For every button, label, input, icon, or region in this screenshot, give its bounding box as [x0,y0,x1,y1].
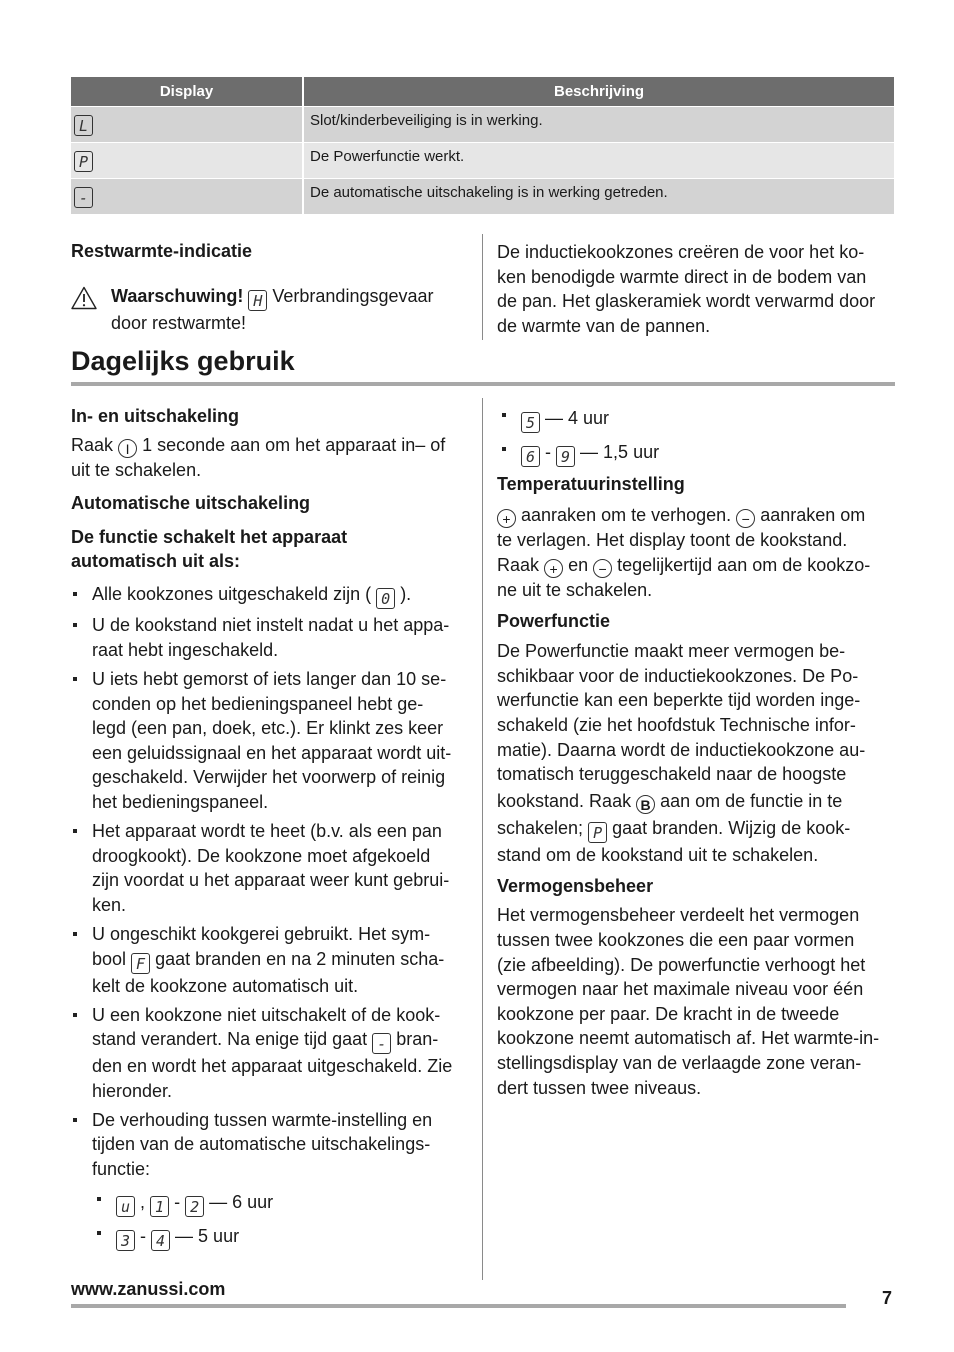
text-line: raat hebt ingeschakeld. [92,639,279,660]
text-line: te verlagen. Het display toont de kookstand. [497,530,848,550]
temp-text [497,503,897,602]
list-item [71,613,473,662]
text-line: ne uit te schakelen. [497,579,653,600]
text: aan om de functie in te [660,790,843,811]
list-item [71,667,473,815]
text-line: stand om de kookstand uit te schakelen. [497,844,819,865]
text-line: U iets hebt gemorst of iets langer dan 10 se- [92,668,447,689]
text-line: U een kookzone niet uitschakelt of de kook- [92,1004,441,1025]
text-line: werfunctie kan een beperkte tijd worden inge- [497,690,861,711]
section-rule [71,382,895,386]
text: kookstand. Raak [497,790,632,811]
verm-text [497,903,897,1100]
timer-list [92,1190,473,1251]
minus-icon: − [736,509,755,528]
text: — 5 uur [175,1225,240,1246]
list-item [71,582,473,609]
list-item [71,819,473,917]
booster-icon: B [636,795,655,814]
in-uit-heading: In- en uitschakeling [71,406,240,426]
text: , [140,1191,146,1212]
text-line: dert tussen twee niveaus. [497,1077,702,1098]
text-line: ken. [92,894,127,915]
level-symbol: 6 [521,446,540,467]
table-row [71,106,894,142]
text-line: De Powerfunctie maakt meer vermogen be- [497,641,846,662]
text: schakelen; [497,817,584,838]
text: gaat branden. Wijzig de kook- [612,817,851,838]
in-uit-text [71,433,473,483]
display-symbol-p: P [74,151,93,172]
text-line: Het vermogensbeheer verdeelt het vermogen [497,905,860,926]
text-line: kookzone per paar. De kracht in de tweede [497,1003,840,1024]
text-line: een geluidssignaal en het apparaat wordt uit- [92,742,452,763]
text: - [545,442,552,462]
table-row [71,178,894,214]
display-table [71,77,894,214]
list-item [92,1224,473,1251]
restwarmte-description [497,240,897,338]
text-line: schakeld (zie het hoofdstuk Technische infor- [497,714,856,735]
display-symbol-l: L [74,115,93,136]
text-line: legd (een pan, doek, etc.). Er klinkt zes keer [92,718,444,739]
level-symbol: 4 [151,1230,170,1251]
minus-icon: − [593,559,612,578]
text-line: conden op het bedieningspaneel hebt ge- [92,693,424,714]
text-line: De verhouding tussen warmte-instelling en [92,1109,433,1130]
text-line: De inductiekookzones creëren de voor het ko- [497,242,865,262]
text: bran- [396,1029,439,1050]
warning-icon [71,286,97,310]
column-divider [482,234,483,340]
text: — 6 uur [209,1191,274,1212]
text-line: schikbaar voor de inductiekookzones. De Po- [497,665,859,686]
verm-heading: Vermogensbeheer [497,876,654,897]
text-line: vermogen naar het maximale niveau voor één [497,979,864,1000]
restwarmte-h-symbol: H [248,290,267,311]
p-symbol: P [588,822,607,843]
plus-icon: + [544,559,563,578]
list-item [71,1003,473,1104]
table-row [71,142,894,178]
header-description: Beschrijving [553,83,645,100]
text: Raak [71,435,114,455]
text: bool [92,948,127,969]
warning-label: Waarschuwing! [111,286,244,306]
text: aanraken om te verhogen. [521,505,732,525]
section-title: Dagelijks gebruik [71,346,295,376]
level-symbol: u [116,1196,135,1217]
power-text [497,639,897,867]
text-line: stellingsdisplay van de verlaagde zone veran- [497,1052,862,1073]
functie-heading [71,525,473,574]
footer-url: www.zanussi.com [71,1279,226,1299]
text: aanraken om [760,505,866,525]
level-symbol: 5 [521,412,540,433]
restwarmte-heading: Restwarmte-indicatie [71,241,253,261]
text: en [568,554,589,575]
footer-rule [71,1304,846,1308]
text-line: De functie schakelt het apparaat [71,526,348,547]
text-line: zijn voordat u het apparaat weer kunt gebrui- [92,870,450,891]
text-line: matie). Daarna wordt de inductiekookzone au- [497,739,866,760]
column-divider [482,398,483,1280]
warning-text-cont: door restwarmte! [111,313,247,333]
right-column [497,406,897,1100]
text-line: den en wordt het apparaat uitgeschakeld. Zie [92,1056,453,1077]
warning-text: Verbrandingsgevaar [272,286,434,306]
level-symbol: 2 [185,1196,204,1217]
row-description: Slot/kinderbeveiliging is in werking. [310,112,543,129]
auto-heading: Automatische uitschakeling [71,492,311,513]
text-line: U de kookstand niet instelt nadat u het appa- [92,615,450,636]
text-line: (zie afbeelding). De powerfunctie verhoogt het [497,954,866,975]
text-line: functie: [92,1159,151,1180]
text: stand verandert. Na enige tijd gaat [92,1029,368,1050]
text: - [174,1191,181,1212]
power-heading: Powerfunctie [497,611,611,632]
list-item [71,1108,473,1182]
text-line: hieronder. [92,1080,173,1101]
level-symbol: 9 [556,446,575,467]
zero-symbol: 0 [376,588,395,609]
text-line: automatisch uit als: [71,551,241,572]
timer-list-cont [497,406,897,467]
text-line: ken benodigde warmte direct in de bodem van [497,266,867,287]
left-column [71,406,473,1258]
text: ). [400,583,412,604]
text: Alle kookzones uitgeschakeld zijn ( [92,583,372,604]
table-header [71,77,894,106]
text-line: het bedieningspaneel. [92,791,269,812]
warning-block [111,284,481,336]
page-number: 7 [882,1288,893,1308]
auto-off-list [71,582,473,1182]
text: Raak [497,554,540,575]
text-line: tomatisch teruggeschakeld naar de hoogste [497,764,847,785]
list-item [71,922,473,998]
text: gaat branden en na 2 minuten scha- [155,948,445,969]
level-symbol: 1 [150,1196,169,1217]
text-line: tussen twee kookzones die een paar vormen [497,929,855,950]
text-line: de warmte van de pannen. [497,315,711,336]
row-description: De Powerfunctie werkt. [310,148,465,165]
text-line: Het apparaat wordt te heet (b.v. als een pan [92,821,442,842]
text-line: kelt de kookzone automatisch uit. [92,975,359,996]
level-symbol: 3 [116,1230,135,1251]
text: — 4 uur [545,408,610,428]
header-display: Display [71,77,304,106]
f-symbol: F [131,953,150,974]
list-item [497,406,897,433]
text-line: tijden van de automatische uitschakelings- [92,1134,431,1155]
text-line: de pan. Het glaskeramiek wordt verwarmd door [497,291,876,312]
row-description: De automatische uitschakeling is in werking getreden. [310,184,668,201]
temp-heading: Temperatuurinstelling [497,474,685,494]
list-item [497,440,897,467]
text-line: kookzone neemt automatisch af. Het warmte-in- [497,1028,880,1049]
display-symbol-dash: - [74,187,93,208]
text: - [140,1225,147,1246]
text: — 1,5 uur [580,442,660,462]
text-line: uit te schakelen. [71,460,202,480]
plus-icon: + [497,509,516,528]
text-line: U ongeschikt kookgerei gebruikt. Het sym- [92,923,431,944]
dash-symbol: - [372,1033,391,1054]
text: tegelijkertijd aan om de kookzo- [617,554,871,575]
on-off-symbol: I [118,439,137,458]
text-line: droogkookt). De kookzone moet afgekoeld [92,845,431,866]
text: 1 seconde aan om het apparaat in– of [142,435,446,455]
list-item [92,1190,473,1217]
text-line: geschakeld. Verwijder het voorwerp of reinig [92,767,446,788]
